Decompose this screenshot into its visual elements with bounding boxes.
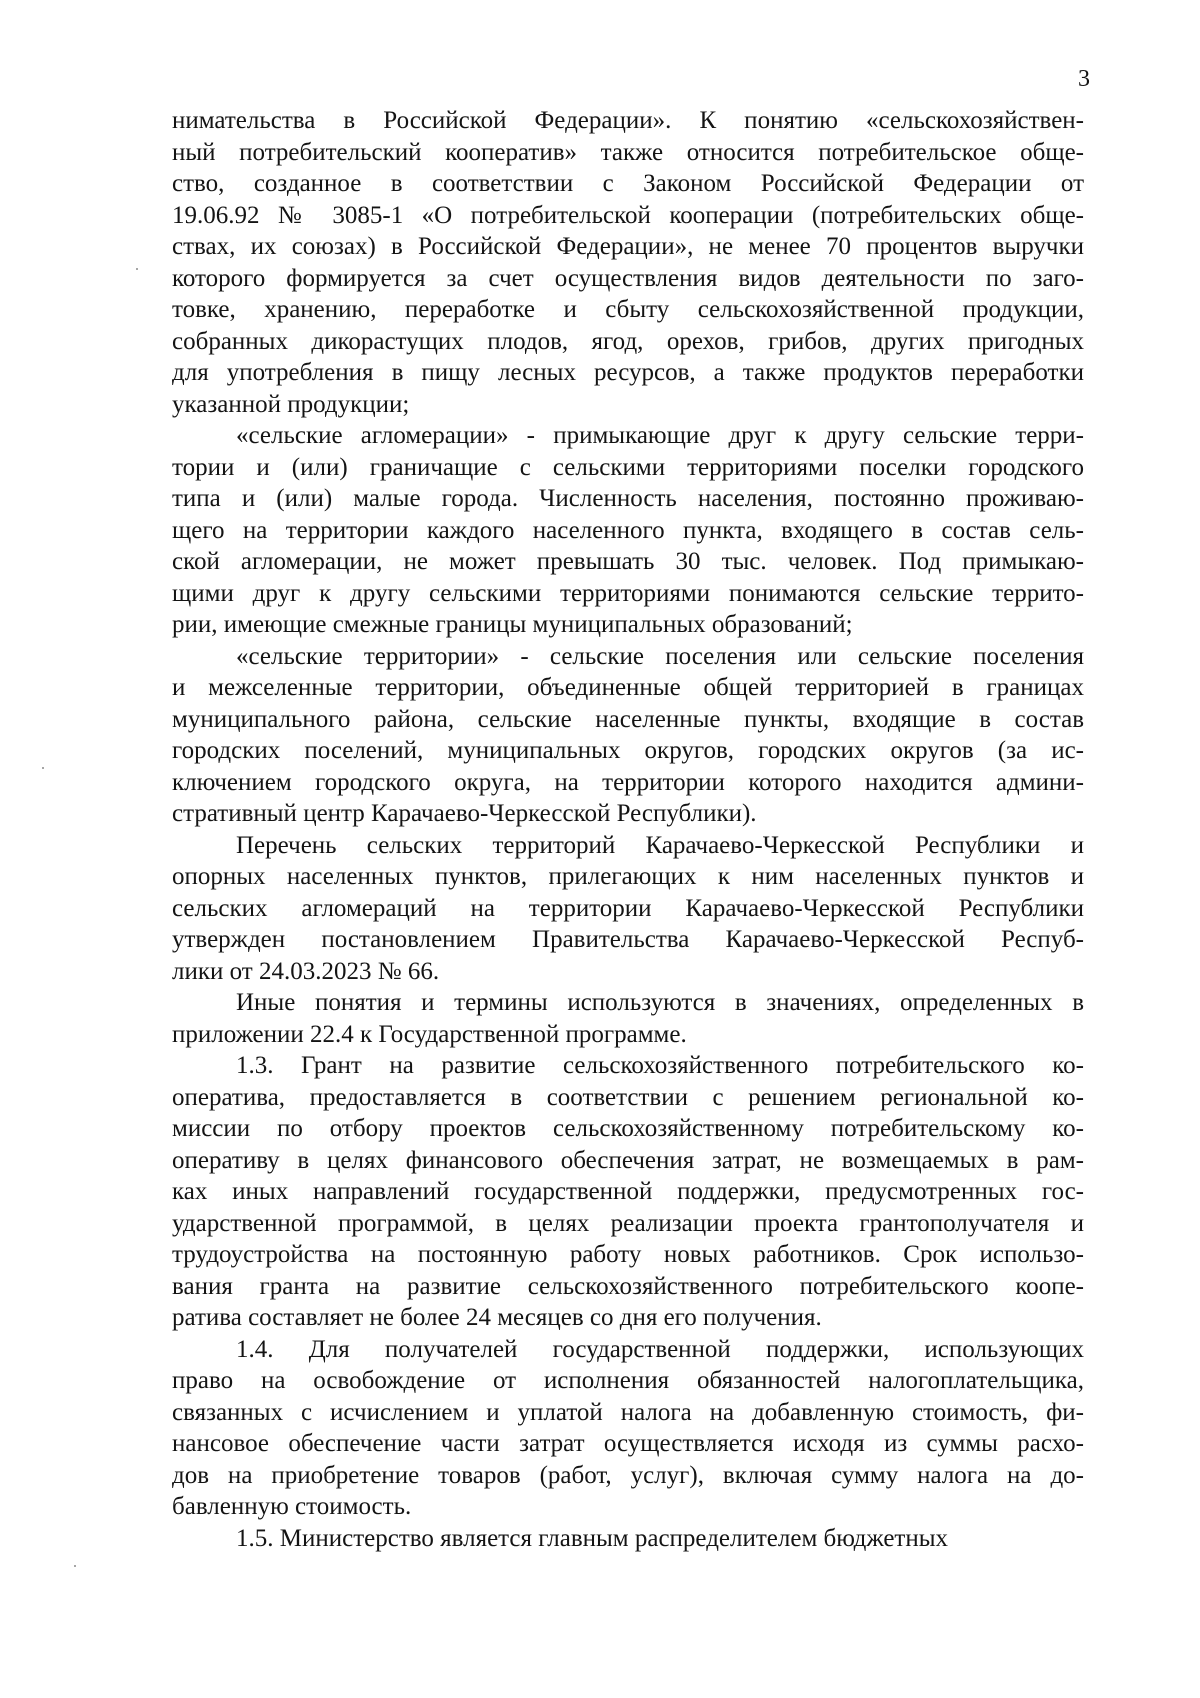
text-line: ках иных направлений государственной поддержки, предусмотренных гос-: [172, 1178, 1084, 1205]
text-line: лики от 24.03.2023 № 66.: [172, 957, 440, 985]
text-line: товке, хранению, переработке и сбыту сельскохозяйственной продукции,: [172, 296, 1084, 323]
text-line: связанных с исчислением и уплатой налога на добавленную стоимость, фи-: [172, 1398, 1084, 1426]
paragraph: [172, 830, 1084, 988]
text-line: щего на территории каждого населенного пункта, входящего в состав сель-: [172, 516, 1084, 544]
text-line: типа и (или) малые города. Численность населения, постоянно проживаю-: [172, 485, 1084, 512]
text-line: сельских агломераций на территории Карачаево-Черкесской Республики: [172, 894, 1084, 922]
text-line: ударственной программой, в целях реализации проекта грантополучателя и: [172, 1209, 1084, 1237]
text-line: которого формируется за счет осуществления видов деятельности по заго-: [172, 264, 1084, 292]
text-line: нансовое обеспечение части затрат осуществляется исходя из суммы расхо-: [172, 1430, 1084, 1457]
text-line: вания гранта на развитие сельскохозяйственного потребительского коопе-: [172, 1272, 1084, 1300]
text-line: ратива составляет не более 24 месяцев со дня его получения.: [172, 1304, 822, 1331]
document-body: [172, 105, 1084, 1554]
text-line: утвержден постановлением Правительства Карачаево-Черкесской Респуб-: [172, 926, 1084, 953]
text-line: и межселенные территории, объединенные общей территорией в границах: [172, 674, 1084, 701]
scan-speck: [74, 1565, 76, 1567]
text-line: бавленную стоимость.: [172, 1493, 412, 1520]
text-line: 1.4. Для получателей государственной поддержки, использующих: [236, 1335, 1084, 1363]
text-line: миссии по отбору проектов сельскохозяйственному потребительскому ко-: [172, 1115, 1084, 1142]
text-line: собранных дикорастущих плодов, ягод, орехов, грибов, других пригодных: [172, 327, 1084, 355]
text-line: «сельские агломерации» - примыкающие друг к другу сельские терри-: [236, 422, 1084, 449]
paragraph: [172, 641, 1084, 830]
text-line: 1.3. Грант на развитие сельскохозяйственного потребительского ко-: [236, 1052, 1084, 1079]
text-line: 19.06.92 № 3085-1 «О потребительской кооперации (потребительских обще-: [172, 201, 1084, 229]
text-line: Перечень сельских территорий Карачаево-Черкесской Республики и: [236, 831, 1084, 859]
paragraph: [172, 105, 1084, 420]
text-line: тории и (или) граничащие с сельскими территориями поселки городского: [172, 453, 1084, 481]
text-line: ствах, их союзах) в Российской Федерации», не менее 70 процентов выручки: [172, 233, 1084, 260]
text-line: Иные понятия и термины используются в значениях, определенных в: [236, 989, 1084, 1016]
text-line: щими друг к другу сельскими территориями понимаются сельские террито-: [172, 579, 1084, 607]
paragraph: [172, 1050, 1084, 1334]
text-line: ключением городского округа, на территории которого находится админи-: [172, 768, 1084, 796]
text-line: «сельские территории» - сельские поселения или сельские поселения: [236, 642, 1084, 670]
text-line: для употребления в пищу лесных ресурсов, а также продуктов переработки: [172, 359, 1084, 386]
scan-speck: [136, 268, 138, 270]
paragraph: [172, 987, 1084, 1050]
scan-speck: [42, 767, 44, 769]
text-line: муниципального района, сельские населенные пункты, входящие в состав: [172, 705, 1084, 733]
text-line: ство, созданное в соответствии с Законом Российской Федерации от: [172, 170, 1084, 197]
text-line: право на освобождение от исполнения обязанностей налогоплательщика,: [172, 1367, 1084, 1394]
text-line: опорных населенных пунктов, прилегающих к ним населенных пунктов и: [172, 863, 1084, 890]
text-line: оперативу в целях финансового обеспечения затрат, не возмещаемых в рам-: [172, 1146, 1084, 1174]
text-line: приложении 22.4 к Государственной программе.: [172, 1020, 687, 1048]
text-line: ный потребительский кооператив» также относится потребительское обще-: [172, 138, 1084, 166]
text-line: оператива, предоставляется в соответствии с решением региональной ко-: [172, 1083, 1084, 1111]
paragraph: [172, 420, 1084, 641]
page-number: 3: [1078, 66, 1090, 92]
text-line: указанной продукции;: [172, 390, 410, 418]
paragraph: [172, 1334, 1084, 1523]
paragraph: [172, 1523, 1084, 1555]
text-line: стративный центр Карачаево-Черкесской Республики).: [172, 800, 757, 827]
text-line: ской агломерации, не может превышать 30 тыс. человек. Под примыкаю-: [172, 548, 1084, 575]
text-line: рии, имеющие смежные границы муниципальных образований;: [172, 611, 853, 638]
text-line: 1.5. Министерство является главным распределителем бюджетных: [236, 1524, 949, 1552]
text-line: нимательства в Российской Федерации». К понятию «сельскохозяйствен-: [172, 107, 1084, 134]
text-line: городских поселений, муниципальных округов, городских округов (за ис-: [172, 737, 1084, 764]
text-line: трудоустройства на постоянную работу новых работников. Срок использо-: [172, 1241, 1084, 1268]
text-line: дов на приобретение товаров (работ, услуг), включая сумму налога на до-: [172, 1461, 1084, 1489]
